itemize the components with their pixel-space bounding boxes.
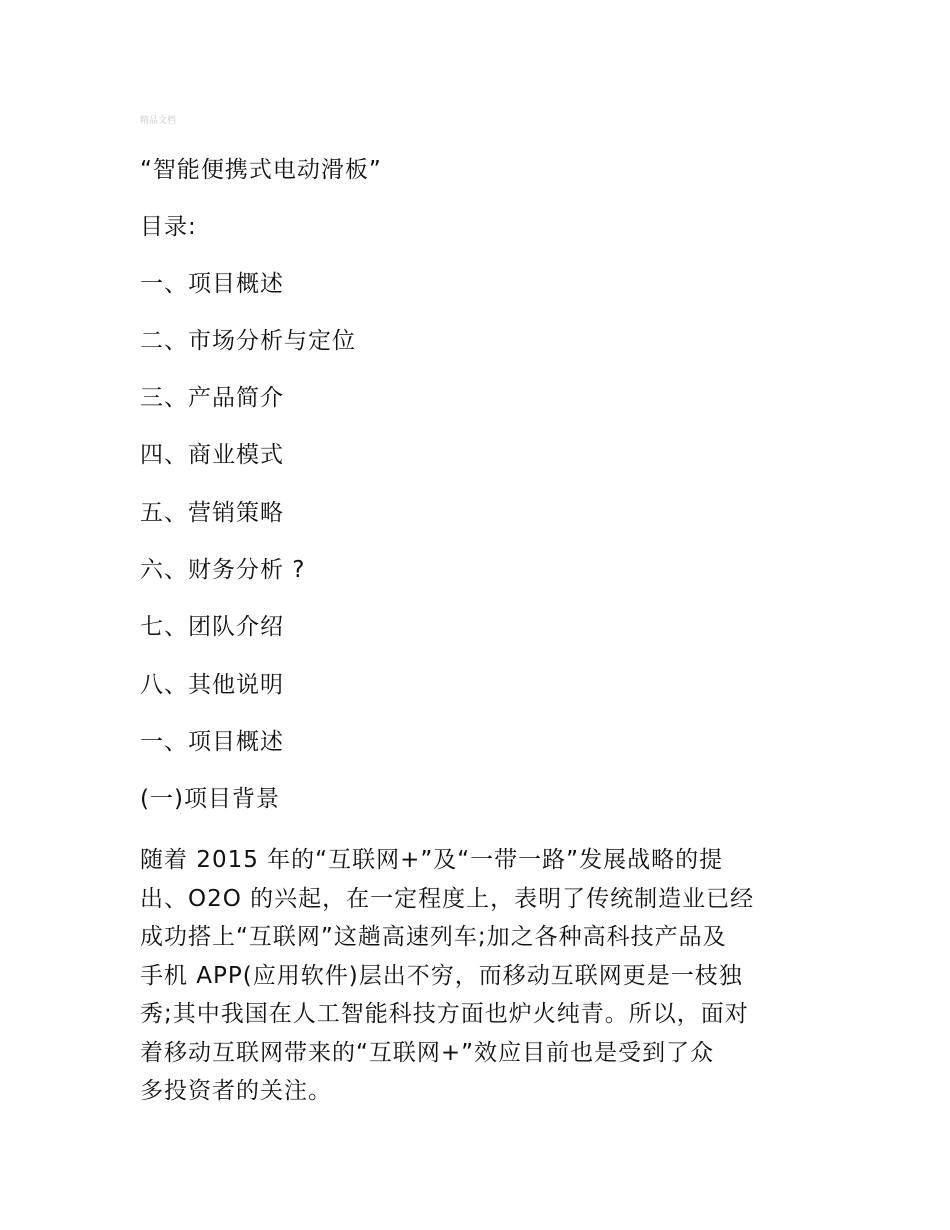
paragraph-line: 多投资者的关注。 xyxy=(140,1078,332,1104)
toc-label: 目录: xyxy=(140,214,197,240)
toc-item-overview: 一、项目概述 xyxy=(140,271,284,297)
background-paragraph xyxy=(140,841,820,1111)
toc-item-marketing: 五、营销策略 xyxy=(140,500,284,526)
paragraph-line: 随着 2015 年的“互联网+”及“一带一路”发展战略的提 xyxy=(140,847,724,873)
watermark-text: 精品文档 xyxy=(140,116,177,126)
toc-item-team: 七、团队介绍 xyxy=(140,614,284,640)
toc-item-business-model: 四、商业模式 xyxy=(140,442,284,468)
toc-item-market: 二、市场分析与定位 xyxy=(140,328,356,354)
paragraph-line: 出、O2O 的兴起，在一定程度上，表明了传统制造业已经 xyxy=(140,885,755,912)
paragraph-line: 手机 APP(应用软件)层出不穷，而移动互联网更是一枝独 xyxy=(140,962,743,989)
paragraph-line: 成功搭上“互联网”这趟高速列车;加之各种高科技产品及 xyxy=(140,924,727,950)
paragraph-line: 着移动互联网带来的“互联网+”效应目前也是受到了众 xyxy=(140,1039,715,1066)
document-title: “智能便携式电动滑板” xyxy=(140,157,382,183)
toc-item-finance: 六、财务分析 ? xyxy=(140,557,306,583)
toc-item-other: 八、其他说明 xyxy=(140,672,284,698)
section-heading: 一、项目概述 xyxy=(140,729,284,755)
paragraph-line: 秀;其中我国在人工智能科技方面也炉火纯青。所以，面对 xyxy=(140,1001,749,1027)
subsection-heading: (一)项目背景 xyxy=(140,786,280,812)
toc-item-product: 三、产品简介 xyxy=(140,385,284,411)
